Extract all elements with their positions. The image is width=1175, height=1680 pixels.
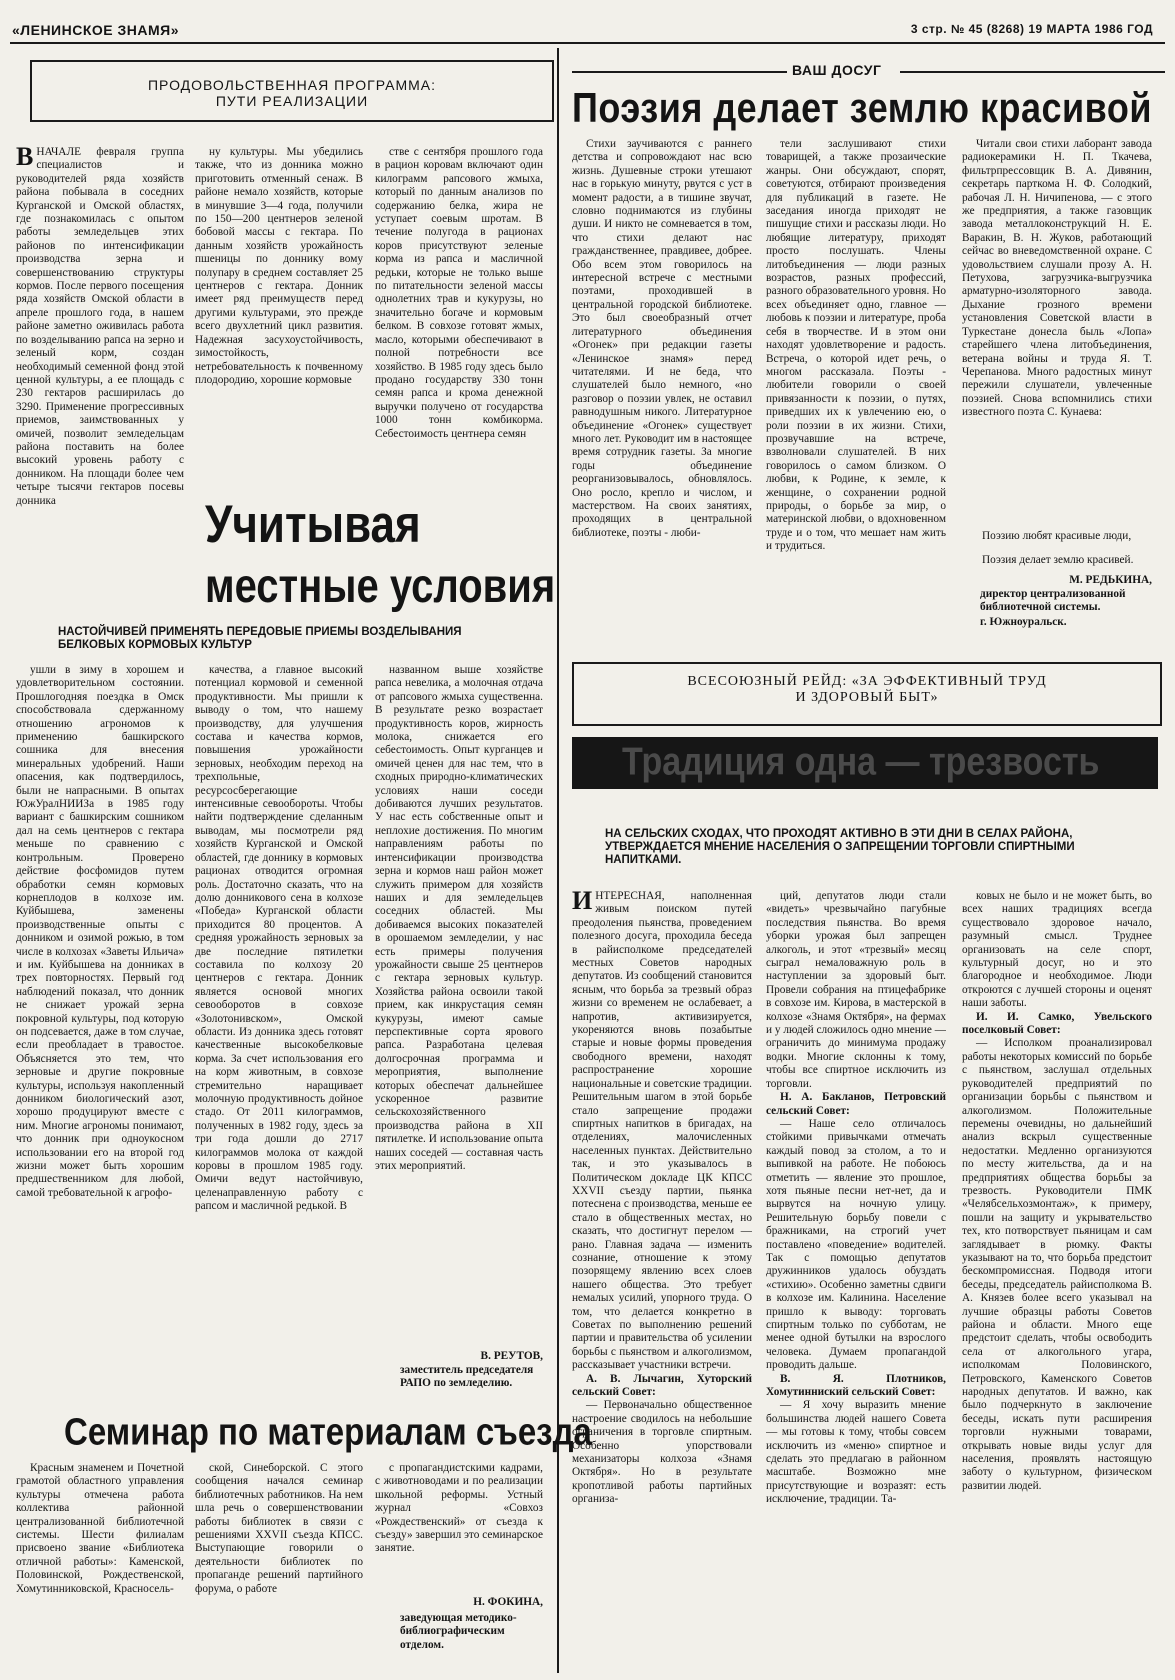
header-rule bbox=[10, 42, 1165, 44]
raid-col-3 bbox=[962, 890, 1152, 1675]
rubric-rule-left bbox=[572, 71, 787, 73]
raid-headline: Традиция одна — трезвость bbox=[622, 740, 1100, 784]
raid-sig-2: Н. А. Бакланов, Петровский сельский Совет: bbox=[766, 1091, 946, 1117]
poetry-author-place: г. Южноуральск. bbox=[980, 616, 1067, 628]
verse-line-1: Поэзию любят красивые люди, bbox=[982, 530, 1132, 542]
raid-drop-cap: И bbox=[572, 890, 593, 915]
seminar-text-2: ской, Синеборской. С этого сообщения начался семинар библиотечных работников. На нем шла речь о совершенствовании работы библиотек в связи с решениями XXVII съезда КПСС. Выступающие говорили о деятельности библиотек по пропаганде решений партийного форума, о работе bbox=[195, 1462, 363, 1595]
raid-subtitle: НА СЕЛЬСКИХ СХОДАХ, ЧТО ПРОХОДЯТ АКТИВНО В ЭТИ ДНИ В СЕЛАХ РАЙОНА, УТВЕРЖДАЕТСЯ МНЕНИЕ НАСЕЛЕНИЯ О ЗАПРЕЩЕНИИ ТОРГОВЛИ СПИРТНЫМИ НАПИТКАМИ. bbox=[605, 828, 1075, 866]
raid-text-2: ций, депутатов люди стали «видеть» чрезвычайно пагубные последствия пьянства. Во время уборки урожая был запрещен алкоголь, и этот «трезвый» месяц сыграл немаловажную роль в наступлении за здоровый быт. Провели собрания на птицефабрике в совхозе им. Кирова, в мастерской в колхозе «Знамя Октября», на фермах и у людей сложилось одно мнение — ограничить до минимума продажу водки. Многие склонны к тому, чтобы все спиртное исключить из торговли. bbox=[766, 890, 946, 1090]
article-col-1 bbox=[16, 146, 184, 634]
article-subtitle: НАСТОЙЧИВЕЙ ПРИМЕНЯТЬ ПЕРЕДОВЫЕ ПРИЕМЫ ВОЗДЕЛЫВАНИЯ БЕЛКОВЫХ КОРМОВЫХ КУЛЬТУР bbox=[58, 626, 462, 651]
poetry-text-1: Стихи заучиваются с раннего детства и сопровождают нас всю жизнь. Душевные строки утешают нас в горькую минуту, рвутся с уст в момент радости, а в тишине звучат, словно поднимаются из глубины души. И никто не сомневается в том, что стихи делают нас гражданственнее, правдивее, добрее. Обо всем этом говорилось на интересной встрече с местными поэтами, проходившей в центральной городской библиотеке. Это был своеобразный отчет литературного объединения «Огонек» при редакции газеты «Ленинское знамя» перед читателями. И не беда, что слушателей было немного, «но разговор о поэзии увлек, не оставил равнодушным никого. Литературное объединение «Огонек» существует много лет. Руководит им в настоящее время сотрудник газеты. За многие годы объединение реорганизовывалось, обновлялось. Оно росло, крепло и числом, и мастерством. На своих занятиях, проходящих в центральной библиотеке, поэты - люби- bbox=[572, 138, 752, 539]
seminar-text-1: Красным знаменем и Почетной грамотой областного управления культуры отмечена работа коллектива районной централизованной библиотечной системы. Шести филиалам присвоено звание «Библиотека отличной работы»: Каменской, Половинской, Рождественской, Хомутинниковской, Красносель- bbox=[16, 1462, 184, 1595]
leisure-rubric: ВАШ ДОСУГ bbox=[792, 62, 882, 78]
seminar-headline: Семинар по материалам съезда bbox=[64, 1410, 592, 1453]
poetry-text-3: Читали свои стихи лаборант завода радиокерамики Н. П. Ткачева, фильтрпрессовщик В. А. Дивянин, секретарь парткома Н. Ф. Солодкий, рабочая Л. Н. Ничипенова, — с этого же предприятия, а также газовщик завода металлоконструкций Н. Е. Варакин, В. Н. Жуков, работающий сейчас во вневедомственной охране. С удовольствием слушали прозу А. Н. Петухова, загрузчика-выгрузчика арматурно-изоляторного завода. Дыхание грозного времени установления Советской власти в Туркестане донесла быль «Лопа» старейшего члена литобъединения, ветерана войны и труда Я. Т. Черепанова. Много радостных минут пережили слушатели, увлеченные поэзией. Снова вспомнились стихи известного поэта С. Кунаева: bbox=[962, 138, 1152, 419]
headline-line-1: Учитывая bbox=[205, 495, 421, 554]
raid-rubric-box bbox=[572, 662, 1162, 726]
poetry-author-title: директор централизованной библиотечной системы. bbox=[980, 588, 1126, 614]
rubric-box bbox=[30, 60, 554, 122]
seminar-col-3 bbox=[375, 1462, 543, 1592]
raid-text-1b: — Первоначально общественное настроение сводилось на небольшие ограничения в торговле спиртным. Особенно упорствовали механизаторы колхоза «Знамя Октября». Но в результате кропотливой работы партийных организа- bbox=[572, 1399, 752, 1506]
raid-col-1 bbox=[572, 890, 752, 1675]
raid-text-2c: — Я хочу выразить мнение большинства людей нашего Совета — мы готовы к тому, чтобы совсем исключить из «меню» спиртное и сделать это предлагаю в районном масштабе. Возможно мне присутствующие и возразят: есть исключение, традиции. Та- bbox=[766, 1399, 946, 1506]
issue-info: 3 стр. № 45 (8268) 19 МАРТА 1986 ГОД bbox=[910, 22, 1153, 36]
verse-line-2: Поэзия делает землю красивей. bbox=[982, 554, 1134, 566]
raid-text-3: ковых не было и не может быть, во всех наших традициях всегда существовало здоровое начало, разумный смысл. Труднее организовать на селе спорт, культурный досуг, но и это благородное и необходимое. Люди откроются с лучшей стороны и оценят наши заботы. bbox=[962, 890, 1152, 1010]
poetry-col-3 bbox=[962, 138, 1152, 530]
newspaper-name: «ЛЕНИНСКОЕ ЗНАМЯ» bbox=[12, 22, 180, 38]
poetry-col-2 bbox=[766, 138, 946, 638]
seminar-author-title: заведующая методико-библиографическим отделом. bbox=[400, 1612, 517, 1651]
author-title: заместитель председателя РАПО по земледелию. bbox=[400, 1364, 534, 1390]
raid-headline-banner bbox=[572, 737, 1158, 789]
seminar-col-1 bbox=[16, 1462, 184, 1677]
article-text-3: стве с сентября прошлого года в рацион коровам включают один килограмм рапсового жмыха, который по данным анализов по содержанию белка, жира не уступает соевым шротам. В течение полугода в рационах коров присутствуют зеленые корма из рапса и масличной редьки, которые не только выше по питательности зеленой массы однолетних трав и кукурузы, но значительно богаче и кормовым белком. В совхозе готовят жмых, масло, которыми обеспечивают в полной потребности все хозяйство. В 1985 году здесь было продано государству 330 тонн семян рапса и крома денежной выручки получено от государства 1000 тонн комбикорма. Себестоимость центнера семян bbox=[375, 146, 543, 440]
article-text-2: ну культуры. Мы убедились также, что из донника можно приготовить отменный сенаж. В районе немало хозяйств, которые в минувшие 3—4 года, получили по 150—200 центнеров зеленой бобовой массы с гектара. По данным хозяйств урожайность пшеницы по доннику вому полупару в среднем составляет 25 центнеров с гектара. Донник имеет ряд преимуществ перед другими культурами, это прежде всего двухлетний цикл развития. Надежная засухоустойчивость, зимостойкость, нетребовательность к почвенному плодородию, хорошие кормовые bbox=[195, 146, 363, 386]
raid-text-3b: — Исполком проанализировал работы некоторых комиссий по борьбе с пьянством, заслушал отдельных руководителей предприятий по организации борьбы с пьянством и алкоголизмом. Положительные перемены очевидны, но дальнейший анализ вскрыл существенные недостатки. Медленно организуются по месту жительства, да и на предприятиях общества борьбы за трезвость. Руководители ПМК «Челябсельхозмонтаж», к примеру, пошли на защиту и укрывательство тех, кто потворствует пьяницам и сам заглядывает в рюмку. Факты указывают на то, что борьба предстоит бескомпромиссная. Подводя итоги беседы, председатель райисполкома В. А. Князев более всего указывал на лучшие образцы работы Советов района и области. Много еще предстоит сделать, чтобы освободить села от алкогольного угара, исполкомам Половинского, Петровского, Каменского Советов народных депутатов. И важно, как было подчеркнуто в заключение беседы, искать пути расширения торговли нужными товарами, открывать новые виды услуг для населения, проявлять настоящую заботу о культурном, физическом развитии людей. bbox=[962, 1037, 1152, 1492]
article-col-6 bbox=[375, 664, 543, 1344]
article-col-4 bbox=[16, 664, 184, 1384]
poetry-col-1 bbox=[572, 138, 752, 638]
article-text-1: НАЧАЛЕ февраля группа специалистов и руководителей ряда хозяйств района побывала в соседних Курганской и Омской областях, где познакомилась с опытом работы земледельцев этих районов по интенсификации производства зерна и совершенствованию структуры кормов. После первого посещения ряда хозяйств Омской области в апреле прошлого года, в нашем районе заметно оживилась работа по возделыванию рапса на зерно и зеленый корм, создан необходимый семенной фонд этой ценной культуры, а ее площадь с 230 гектаров расширилась до 3290. Применение прогрессивных приемов, заимствованных у омичей, позволит земледельцам района поставить на более высокий уровень работу с донником. На площади более чем четыре тысячи гектаров посевы донника bbox=[16, 146, 184, 507]
raid-line-2: И ЗДОРОВЫЙ БЫТ» bbox=[795, 690, 939, 705]
raid-line-1: ВСЕСОЮЗНЫЙ РЕЙД: «ЗА ЭФФЕКТИВНЫЙ ТРУД bbox=[687, 674, 1047, 689]
raid-col-2 bbox=[766, 890, 946, 1675]
article-col-5 bbox=[195, 664, 363, 1399]
author-name: В. РЕУТОВ, bbox=[480, 1350, 543, 1362]
article-col-2 bbox=[195, 146, 363, 481]
drop-cap: В bbox=[16, 146, 34, 171]
rubric-line-1: ПРОДОВОЛЬСТВЕННАЯ ПРОГРАММА: bbox=[147, 77, 436, 93]
poetry-text-2: тели заслушивают стихи товарищей, а также прозаические жанры. Они обсуждают, спорят, советуются, отбирают произведения для публикаций в газете. Не заседания иногда приходят не пишущие стихи и рассказы люди. Но любящие литературу, приходят просто послушать. Члены литобъединения — люди разных возрастов, разных профессий, разного образовательного уровня. Но всех объединяет одно, главное — любовь к поэзии и литературе, проба себя в творчестве. И в этом они находят удовлетворение и радость. Встреча, о которой идет речь, о многом рассказала. Поэты - любители говорили о своей привязанности к поэзии, о путях, приведших их к увлечению ею, о роли поэзии в их жизни. Стихи, прозвучавшие на встрече, взволновали слушателей. В них говорилось о самом близком. О любви, к Родине, к земле, к женщине, о сохранении родной природы, о борьбе за мир, о материнской любви, о вдохновенном труде и о том, что мешает нам жить и трудиться. bbox=[766, 138, 946, 553]
article-text-5: качества, а главное высокий потенциал кормовой и семенной продуктивности. Мы пришли к выводу о том, что нашему производству, для улучшения состава и качества кормов, повышения урожайности зерновых, необходим переход на трехпольные, ресурсосберегающие интенсивные севообороты. Чтобы найти подтверждение сделанным выводам, мы посмотрели ряд хозяйств Курганской и Омской областей, где доннику в кормовых рационах отводится огромная роль. Достаточно сказать, что на долю донникового сена в колхозе «Победа» Курганской области приходится 80 процентов. А средняя урожайность зерновых за две последние пятилетки составила по колхозу 20 центнеров с гектара. Донник является основой многих севооборотов в совхозе «Золотонивском», Омской области. Из донника здесь готовят качественные высокобелковые корма. За счет использования его на корм животным, в совхозе стремительно наращивает молочную продуктивность дойное стадо. От 2011 килограммов, полученных в 1982 году, здесь за три года дошли до 2717 килограммов молока от каждой коровы в прошлом 1985 году. Омичи ведут настойчивую, целенаправленную работу с рапсом и масличной редькой. В bbox=[195, 664, 363, 1213]
raid-text-2b: — Наше село отличалось стойкими привычками отмечать каждый повод за столом, а то и выпивкой на работе. Не побоюсь отметить — явление это прошлое, хотя пьяные песни нет-нет, да и вырвутся на ночную улицу. Решительную борьбу повели с бражниками, на строгий учет поставлено «поведение» водителей. Так с помощью депутатов дружинников удалось обуздать «стихию». Особенно заметны сдвиги в колхозе им. Калинина. Население пришло к выводу: торговать спиртным только по субботам, не менее одной бутылки на взрослого человека. Думаем пропагандой проводить дальше. bbox=[766, 1117, 946, 1372]
article-text-4: ушли в зиму в хорошем и удовлетворительном состоянии. Прошлогодняя поездка в Омск способствовала сдержанному отношению агрономов к применению башкирского сошника для внесения минеральных удобрений. Наши опасения, как подтвердилось, были не напрасными. В опытах ЮжУралНИИЗа в 1985 году вариант с башкирским сошником дал на семь центнеров с гектара меньше по сравнению с контрольным. Проверено действие фосфомидов путем обработки семян кормовых корнеплодов в колхозе им. Куйбышева, заменены производственные опыты с донником и озимой рожью, в том числе в колхозах «Заветы Ильича» и им. Куйбышева на донниках в трех повторностях. Первый год наблюдений показал, что донник не снижает урожай зерна покровной культуры, под которую он подсевается, даже в том случае, если преобладает в травостое. Объясняется это тем, что зерновые и другие покровные культуры, используя накопленный донником биологический азот, хорошо продуцируют вместе с ним. Многие агрономы понимают, что донник при одноукосном использовании его на второй год жизни может быть хорошим предшественником для любой, самой требовательной к агрофо- bbox=[16, 664, 184, 1199]
poetry-headline: Поэзия делает землю красивой bbox=[572, 84, 1152, 132]
raid-sig-3: В. Я. Плотников, Хомутинниский сельский Совет: bbox=[766, 1372, 946, 1399]
raid-sig-1: А. В. Лычагин, Хуторский сельский Совет: bbox=[572, 1372, 752, 1399]
rubric-rule-right bbox=[900, 71, 1165, 73]
article-text-6: названном выше хозяйстве рапса невелика, а молочная отдача от рапсового жмыха существенна. В результате резко возрастает продуктивность коров, жирность молока, снижается его себестоимость. Опыт курганцев и омичей ценен для нас тем, что в сходных природно-климатических условиях наши соседи добиваются лучших результатов. У нас есть собственные опыт и неплохие достижения. По многим направлениям работы по интенсификации производства зерна и кормов наш район может служить примером для хозяйств наших и для земледельцев соседних областей. Мы добиваемся высоких показателей в орошаемом земледелии, у нас есть примеры получения урожайности свыше 25 центнеров с гектара зерновых культур. Хозяйства района освоили такой прием, как инкрустация семян кукурузы, имеют самые перспективные сорта ярового рапса. Разработана целевая долгосрочная программа и мероприятия, выполнение которых обеспечат дальнейшее ускоренное развитие сельскохозяйственного производства района в XII пятилетке. И использование опыта наших соседей — составная часть этих мероприятий. bbox=[375, 664, 543, 1173]
raid-sig-4: И. И. Самко, Увельского поселковый Совет: bbox=[962, 1010, 1152, 1037]
seminar-col-2 bbox=[195, 1462, 363, 1677]
raid-text-1: НТЕРЕСНАЯ, наполненная живым поиском путей преодоления пьянства, проведением полезного досуга, проходила беседа в райисполкоме председателей местных Советов народных депутатов. Из сообщений становится ясным, что борьба за трезвый образ жизни со временем не ослабевает, а напротив, активизируется, укореняются вновь позабытые старые и новые формы проведения свободного времени, находят распространение хорошие национальные и советские традиции. Решительным шагом в этой борьбе стало запрещение продажи спиртных напитков в бригадах, на отделениях, малочисленных населенных пунктах. Действительно так, и это указывалось в Политическом докладе ЦК КПСС XXVII съезду партии, пьянка потеснена с производства, меньше ее стало в общественных местах, но сказать, что достигнут перелом — рано. Главная задача — изменить сознание, отношение к этому позорящему явлению всех слоев нашего общества. Это требует немалых усилий, упорного труда. О том, что делается конкретно в Советах по выполнению решений партии и правительства об усилении борьбы с пьянством и алкоголизмом, рассказывает участники встречи. bbox=[572, 890, 752, 1372]
poetry-author: М. РЕДЬКИНА, bbox=[1069, 574, 1152, 586]
seminar-text-3: с пропагандистскими кадрами, с животноводами и по реализации школьной реформы. Устный журнал «Совхоз «Рождественский» от съезда к съезду» завершил это семинарское занятие. bbox=[375, 1462, 543, 1555]
seminar-author: Н. ФОКИНА, bbox=[473, 1596, 543, 1608]
headline-line-2: местные условия bbox=[205, 560, 556, 613]
rubric-line-2: ПУТИ РЕАЛИЗАЦИИ bbox=[215, 93, 369, 109]
